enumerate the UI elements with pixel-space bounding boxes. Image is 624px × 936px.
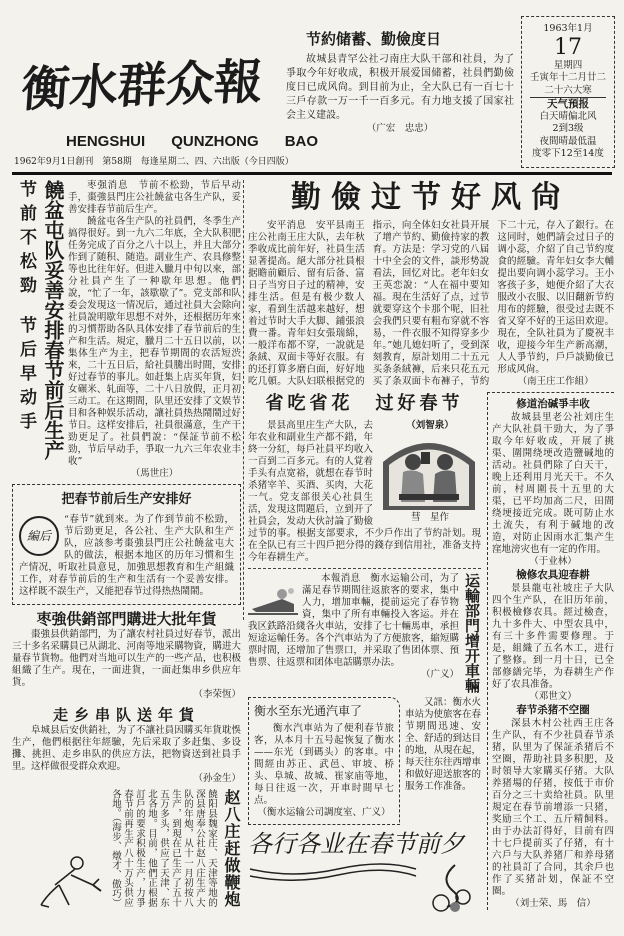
flower-decoration [425, 863, 481, 913]
left-region [12, 180, 241, 911]
editorial-stamp: 編后 [19, 516, 59, 556]
right-article-body: 景县龍屯社坡庄子大队四个生产队，在旧历年前，积极檢修农具。經过檢查，九十多件大、中型农具中，有三十多件需要修理。于是，組織了五名木工，进行了整修。到一月十日，已全部修繕完毕，为春耕生产作好了农具准备。 [492, 583, 614, 690]
date-box [521, 16, 615, 168]
dongguang-body: 衡水汽車站为了便利春节旅客，从本月十五号起恢复了衡水——东光（到碼头）的客車。中間經由苏正、武邑、审坡、桥头、阜城、故城、崔家庙等地，每日往返一次，开車时間早七点。 [254, 723, 394, 806]
main-body: 安平消息 安平县南王庄公社南王庄大队，去年秋季收成比前年好，社員生活显著提高。絕大部分社員根据瞻前顧后、留有后备、富日子当穷日子过的精神，安排生活。但是有极少数人家，看到生活越来越好，想着过节时大手大脚、鋪張浪費一番。青年妇女張瑞綿，一般洋布都不穿，一說就是条絨、双面卡等好衣服。有的还打算多磨白面，好好地吃几頓。大队妇联根据党的指示，向全体妇女社員开展了增产节約、勤儉持家的教育。方法是：学习党的八届十中全会的文件，談形势說看法，回忆对比。老年妇女王英恋說：“人在福中要知福。現在生活好了点，过节就要穿这个卡那个呢，旧社会我們只要有粗布穿就不容易，一件衣服不知得穿多少年。”她儿媳妇听了，受到深刻教育，原計划用二十五元买条条絨褲，后来只花五元买了条双面卡布褲子，节約下二十元，存入了銀行。在这同时，她們請会过日子的调小蕊，介紹了自己节約度食的經驗。青年妇女李大輔提出要向调小蕊学习。王小客孩子多，她便介紹了大衣服改小衣服、以旧翻新节約用布的經驗，很受过去既不省又穿不好的王运田欢迎。現在，全队社員为了慶祝丰收，迎接今年生产新高潮，人人爭节約，戶戶談勤儉已形成风尙。 [248, 220, 614, 387]
right-column [487, 392, 614, 910]
zaoqiang-headline: 枣強供銷部門購进大批年貨 [36, 610, 217, 628]
transport-side-headline: 运輸部門增开車輛 [463, 573, 481, 693]
section-divider [248, 568, 481, 569]
ribbon-decoration [248, 863, 418, 881]
editorial-body: “春节”就到來。为了作到节前不松勁，节后勁更足，各公社、生产大队和生产队，应該参考棗強县門庄公社饒盆屯大队的做法，根据本地区的历年习慣和生产情况，听取社員意見，加強思想教育和生产組織工作，对春节前后的生产和生活有一个妥善安排。这样既不誤生产，又能把春节过得热热鬧鬧。 [19, 514, 234, 597]
shengchi-byline: （刘智泉） [406, 420, 454, 431]
english-word: HENGSHUI [66, 133, 146, 150]
middle-column [248, 392, 481, 913]
right-article-title: 檢修农具迎春耕 [516, 569, 590, 581]
masthead-title: 衡水群众報 [19, 53, 265, 119]
zaoqiang-article [12, 629, 241, 689]
weather-line: 夜間晴最低温 [539, 135, 597, 147]
top-article-body: 故城县青罕公社刁南庄大队干部和社員，为了爭取今年好收成，积极开展爱国储蓄，社員們勤儉度日已成风尙。到目前为止，全大队已有一百七十三戶存款一万一千一百多元。有力地支援了国家社会主义建設。 [286, 54, 514, 121]
zaoqiang-body: 棗強县供銷部門，为了讓农村社員过好春节，派出三十多名采購員已从湖北、河南等地采購物資，購进大量春节貨物。他們对当地可以生产的一些产品，也积极組織了生产。現在，一面进貨，一面赶集串乡供应年貨。 [12, 629, 241, 688]
zouxiang-byline: （孙金生） [193, 773, 241, 784]
dongguang-box [248, 697, 400, 825]
right-article-title: 春节杀猪不空圈 [516, 704, 590, 716]
banner-decoration [248, 863, 481, 913]
main-byline: （南王庄工作組） [517, 376, 594, 387]
lower-area [248, 392, 614, 913]
weekday: 星期四 [553, 59, 583, 71]
transport-section [248, 573, 481, 693]
weather-title: 天气預报 [547, 98, 589, 110]
dongguang-byline: （衡水运输公司調度室、广义） [257, 807, 391, 818]
zhaobazhuang-section [12, 789, 241, 911]
column-divider [243, 180, 244, 620]
raopen-section [12, 180, 241, 480]
zaoqiang-section [12, 609, 241, 701]
firecracker-cartoon [35, 855, 105, 911]
raopen-article [68, 180, 241, 480]
left-slogan-1: 节前不松勁 [16, 180, 36, 300]
editorial-box [12, 484, 241, 605]
lunar-date: 壬寅年十二月廿二 [529, 72, 606, 83]
weather-line: 度零下12至14度 [532, 148, 604, 159]
byline: （馬世庄） [130, 468, 179, 479]
left-slogan [12, 180, 38, 480]
english-word: QUNZHONG [171, 133, 259, 150]
weather-line: 白天晴偏北风 [539, 110, 597, 122]
paragraph: 枣强消息 节前不松勁，节后早动手，棗強县門庄公社饒盆屯各生产队，妥善安排春节前后生产。 [68, 180, 241, 215]
zouxiang-body: 阜城县后安供銷社，为了不讓社員因購买年貨耽悞生产，他們根据往年經驗，先后采取了多赶集、多设攤、挑担、走乡串队的供应方法，把物資送到社員手里。这样做很受群众欢迎。 [12, 725, 241, 772]
byline: （于业林） [529, 556, 577, 567]
weather-line: 2到3级 [552, 123, 584, 134]
train-station-article [405, 697, 481, 793]
festival-banner: 各行各业在春节前夕 [248, 830, 464, 858]
top-article-byline: （广宏 忠忠） [366, 123, 434, 134]
main-article [248, 220, 614, 388]
right-article-body: 故城县里老公社刘庄生产大队社員干勁大，为了爭取今年好收成，开展了挑渠、圍開绕埂改造鹽碱地的活动。社員們除了白天干，晚上还利用月光天干。不久前，村周圍長十五里的大渠，已平均加高二尺，田間绕埂接近完成。既可防止水土流失，有利于碱地的改造，对防止因雨水汇集产生窪地滂灾也有一定的作用。 [492, 412, 614, 555]
shengchi-figure [379, 420, 481, 524]
top-article-title: 节約储蓄、勤儉度日 [306, 30, 442, 48]
left-slogan-2: 节后早动手 [16, 316, 36, 436]
transport-article [248, 573, 459, 693]
train-illustration [248, 587, 298, 615]
zhaobazhuang-body: 饒阳县魏家庄、天津等地的深县唐奉公社赵八庄生产大队的年炮，从十一月初按八生产，到現在已生产了五十五万多头，供应了天津、东北各地。目前，他們正根据訂戶的要求积极生产，力爭春节前再生产八十万头供应各地。（海步、燉才、傲巧） [110, 789, 217, 908]
paragraph: 饒盆屯各生产队的社員們，冬季生产搞得很好。到一九六二年底，全大队积肥任务完成了百分之八十以上，并且大部分作到了随积、随造。副业生产、农具修整等也比往年好。但进入臘月中旬以來，部分社員产生了一种歇年思想。他們說，“忙了一年，該歇歇了”。党支部和队委会发現这一情况后，通过社員大会除向社員說明歇年思想不对外，还根据历年來的习慣帮助各队具体安排了春节前后的生产和生活。規定，臘月二十五日以前，以集体生产为主，把春节期間的农活短渋來，二十五日后，給社員騰出时間，安排好过春节的事儿。如赶集上店买年貨，妇女碾米、轧面等，二十八日放假，正月初三动工。在这期間，队里还安排了文娱节目和各种娱乐活动，讓社員热热鬧鬧过好节日。这样安排后，社員很滿意，生产干勁更足了。社員們說：“保証节前不松勁，节后早动手，爭取一九六三年农业丰收” [68, 216, 241, 467]
zhaobazhuang-headline: 赵八庄赶做鞭炮 [222, 789, 241, 908]
masthead-rule [12, 172, 612, 175]
dongguang-title: 衡水至东光通汽車了 [254, 704, 363, 718]
transport-body: 本報消息 衡水运输公司，为了滿足春节期間往返旅客的要求，集中人力，增加車輛，提前运完了春节物資，集中了所有車輛投入客运。并在我区鉄路沿綫各火車站，安排了七十輛馬車，承担短途运輸任务。各个汽車站为了方便旅客，縮短購票时間，还增加了售票口，并采取了售团体票、預售票、往返票和团体电話購票办法。 [248, 573, 459, 668]
byline: （邓世文） [529, 691, 577, 702]
english-word: BAO [284, 133, 319, 150]
train-station-body: 又訊：衡水火車站为使旅客在春节期間迅速、安全、舒适的到达目的地，从現在起，每天往东往西增車和做好迎送旅客的服务工作准备。 [405, 697, 482, 792]
day-number: 17 [554, 34, 582, 60]
masthead-english [66, 133, 318, 150]
right-article-title: 修道治碱爭丰收 [516, 398, 590, 410]
raopen-headline: 饒盆屯队妥善安排春节前后生产 [41, 180, 65, 460]
right-region [248, 180, 614, 913]
zouxiang-section [12, 705, 241, 785]
top-article [286, 30, 514, 135]
transport-byline: （广义） [420, 669, 459, 680]
shengchi-article [248, 420, 481, 564]
woodcut-illustration-women [379, 432, 479, 512]
main-headline: 勤儉过节好风尙 [291, 180, 571, 215]
issue-line: 1962年9月1日創刊 第58期 每逢星期二、四、六出版（今日四版） [14, 157, 294, 167]
date: 1963年1月 [543, 23, 593, 34]
zouxiang-article [12, 725, 241, 773]
right-article-body: 深县木村公社西王庄各生产队，有不少社員春节杀猪，队里为了保証杀猪后不空圈，帮助社員多积肥，及时領导大家購买仔猪。大队养猪場的仔猪，按低于市价百分之三十卖给社員。队里規定在春节前增添一只猪，奖励三个工、五斤精飼料。由于办法訂得好，目前有四十七戶提前买了仔猪，有十六戶与大队养猪厂和养母猪的社員訂了合同，其余戶也作了买猪計划，保証不空圈。 [492, 718, 614, 897]
zouxiang-headline: 走乡串队送年貨 [52, 706, 200, 724]
illustration-caption: 彗 星作 [410, 512, 449, 523]
shengchi-body: 景县高里庄生产大队，去年农业和副业生产都不錯，年終一分紅，每戶社員平均收入一百到二百多元。有的人覚着手头有点宽裕，就想在春节时杀猪宰羊、买酒、买肉，大花一气。党支部很关心社員生活，发現这問題后，立到开了社員会，发动大伙討論了勤儉过节的事。根据支部要求，不少戶作出了节約計划。現在全队已有三十四戶把分得的錢存到信用社，准备支持今年春耕生产。 [248, 420, 481, 563]
byline: （刘士荣、馬 信） [510, 898, 596, 909]
zaoqiang-byline: （李荣恆） [193, 689, 241, 700]
solar-term: 二十六大寒 [530, 85, 606, 99]
editorial-title: 把春节前后生产安排好 [61, 492, 192, 507]
dongguang-section [248, 697, 481, 825]
shengchi-headline: 省吃省花 过好春节 [265, 393, 464, 414]
